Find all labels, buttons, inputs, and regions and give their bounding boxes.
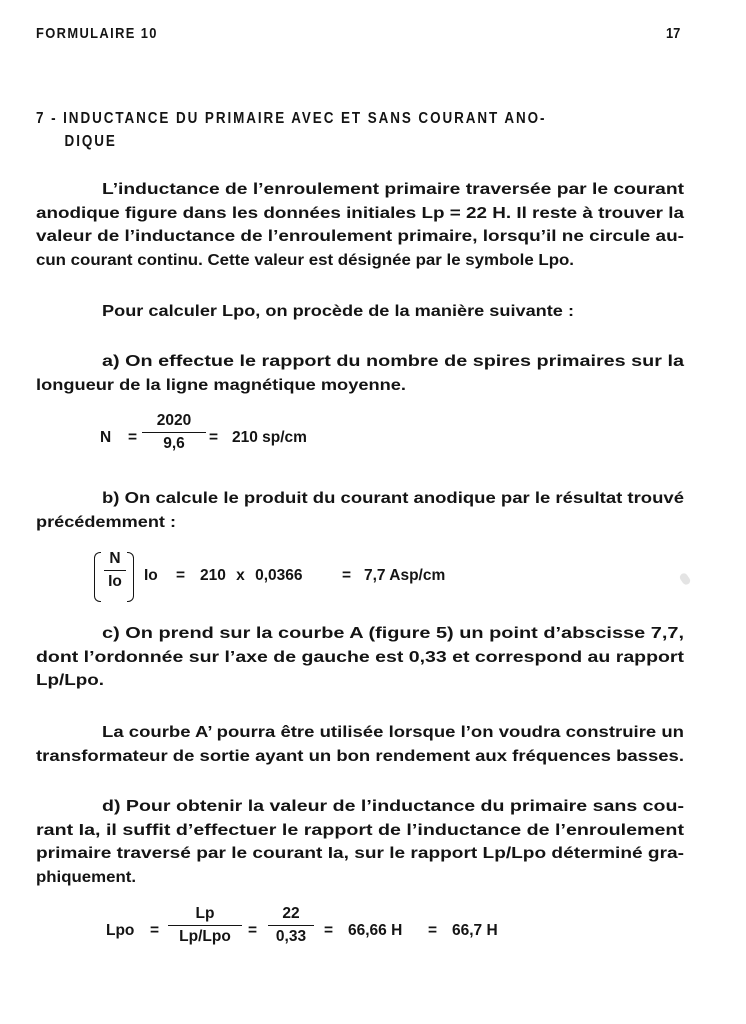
text-line <box>36 350 684 374</box>
fraction-bar <box>104 570 126 571</box>
text-line <box>36 225 684 249</box>
left-bracket <box>94 552 101 602</box>
fraction-bar <box>142 432 206 433</box>
equals-sign: = <box>128 429 138 446</box>
fraction-denominator: 0,33 <box>275 928 307 945</box>
text-line-content: c) On prend sur la courbe A (figure 5) un point d’abscisse 7,7, <box>102 625 684 642</box>
text-line <box>36 646 684 670</box>
formula-n <box>96 412 356 472</box>
step-b-paragraph <box>36 487 684 534</box>
fraction <box>104 550 126 591</box>
text-line <box>36 511 684 535</box>
right-bracket <box>127 552 134 602</box>
fraction <box>168 905 242 946</box>
text-line-content: b) On calcule le produit du courant anodique par le résultat trouvé <box>102 490 684 507</box>
formula-factor: Io <box>144 567 158 584</box>
text-line <box>36 178 684 202</box>
fraction-numerator: N <box>109 550 121 567</box>
paper-smudge <box>678 572 691 586</box>
formula-ampere-turns <box>94 550 514 610</box>
text-line-content: d) Pour obtenir la valeur de l’inductance du primaire sans cou- <box>102 798 684 815</box>
formula-value-rounded: 66,7 H <box>452 922 498 939</box>
equals-sign: = <box>176 567 186 584</box>
formula-lpo <box>106 905 526 965</box>
curve-a-prime-note <box>36 721 684 768</box>
text-line-content: phiquement. <box>36 869 136 887</box>
text-line <box>36 622 684 646</box>
text-line <box>36 721 684 745</box>
fraction-numerator: Lp <box>195 905 215 922</box>
text-line <box>36 745 684 769</box>
text-line-content: longueur de la ligne magnétique moyenne. <box>36 376 406 394</box>
fraction <box>142 412 206 453</box>
section-heading-line2: DIQUE <box>64 133 117 150</box>
text-line-content: Pour calculer Lpo, on procède de la manière suivante : <box>102 303 574 320</box>
fraction-bar <box>168 925 242 926</box>
intro-paragraph <box>36 178 684 273</box>
text-line-content: La courbe A’ pourra être utilisée lorsque l’on voudra construire un <box>102 724 684 741</box>
text-line-content: rant Ia, il suffit d’effectuer le rapport de l’inductance de l’enroulement <box>36 821 684 839</box>
page-number: 17 <box>666 25 681 42</box>
step-a-paragraph <box>36 350 684 397</box>
formula-product: 210 x 0,0366 <box>200 567 303 584</box>
equals-sign: = <box>342 567 352 584</box>
formula-result: 210 sp/cm <box>232 429 307 446</box>
text-line-content: Lp/Lpo. <box>36 672 104 690</box>
fraction-numerator: 22 <box>282 905 300 922</box>
formula-value-exact: 66,66 H <box>348 922 403 939</box>
text-line <box>36 374 684 398</box>
equals-sign: = <box>150 922 160 939</box>
running-title: FORMULAIRE 10 <box>36 25 158 42</box>
formula-result: 7,7 Asp/cm <box>364 567 446 584</box>
equals-sign: = <box>248 922 258 939</box>
section-heading <box>36 107 546 153</box>
fraction-denominator: Lp/Lpo <box>179 928 231 945</box>
method-paragraph <box>36 300 684 324</box>
text-line <box>36 795 684 819</box>
formula-lhs: Lpo <box>106 922 135 939</box>
fraction <box>268 905 314 946</box>
text-line <box>36 249 684 273</box>
equals-sign: = <box>324 922 334 939</box>
fraction-denominator: 9,6 <box>163 435 185 452</box>
equals-sign: = <box>428 922 438 939</box>
text-line <box>36 487 684 511</box>
text-line-content: transformateur de sortie ayant un bon rendement aux fréquences basses. <box>36 747 684 765</box>
text-line-content: a) On effectue le rapport du nombre de spires primaires sur la <box>102 353 684 370</box>
step-d-paragraph <box>36 795 684 890</box>
text-line-content: anodique figure dans les données initiales Lp = 22 H. Il reste à trouver la <box>36 204 684 222</box>
text-line <box>36 300 684 324</box>
text-line-content: primaire traversé par le courant Ia, sur le rapport Lp/Lpo déterminé gra- <box>36 845 684 863</box>
text-line-content: cun courant continu. Cette valeur est désignée par le symbole Lpo. <box>36 252 574 270</box>
fraction-bar <box>268 925 314 926</box>
section-heading-line1: 7 - INDUCTANCE DU PRIMAIRE AVEC ET SANS COURANT ANO- <box>36 110 547 127</box>
text-line <box>36 669 684 693</box>
formula-lhs: N <box>100 429 112 446</box>
text-line-content: L’inductance de l’enroulement primaire traversée par le courant <box>102 181 684 198</box>
fraction-denominator: Io <box>108 573 122 590</box>
text-line <box>36 842 684 866</box>
step-c-paragraph <box>36 622 684 693</box>
text-line <box>36 202 684 226</box>
fraction-numerator: 2020 <box>156 412 192 429</box>
equals-sign: = <box>209 429 219 446</box>
text-line-content: dont l’ordonnée sur l’axe de gauche est 0,33 et correspond au rapport <box>36 648 684 666</box>
text-line <box>36 866 684 890</box>
text-line-content: précédemment : <box>36 513 176 531</box>
text-line-content: valeur de l’inductance de l’enroulement primaire, lorsqu’il ne circule au- <box>36 228 684 246</box>
text-line <box>36 819 684 843</box>
